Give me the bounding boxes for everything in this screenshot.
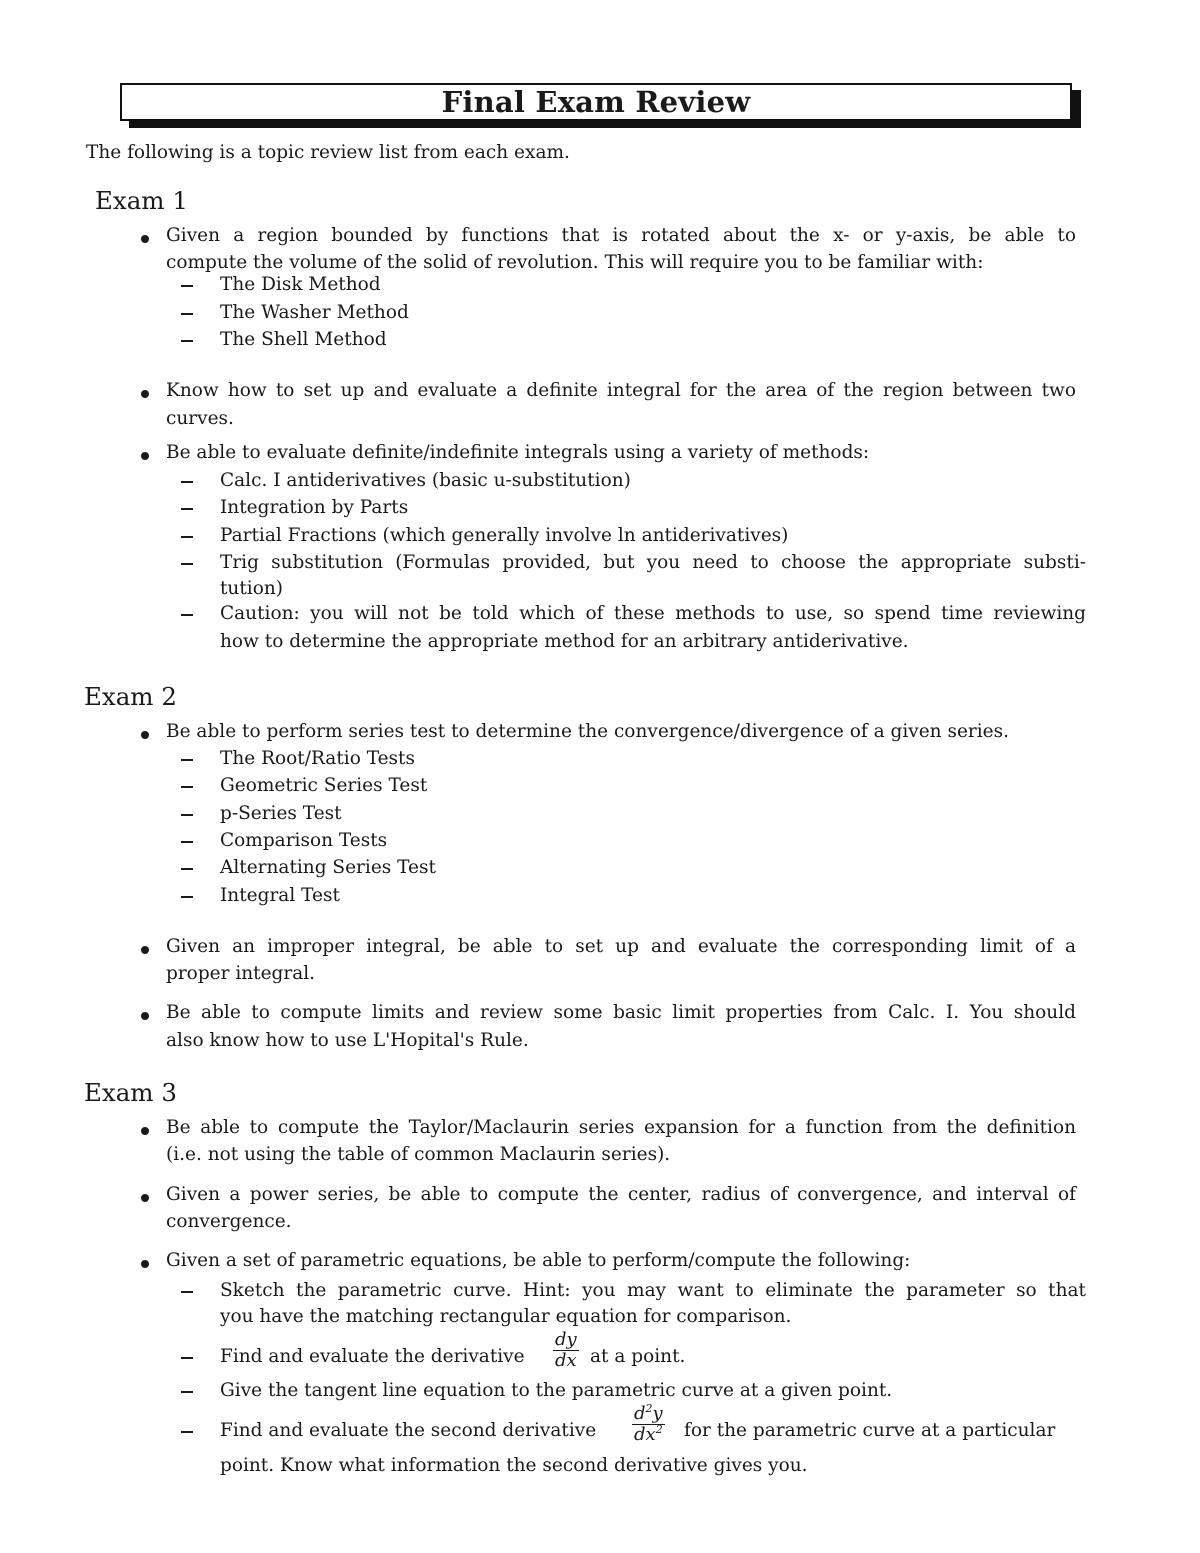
bullet-icon (138, 938, 158, 958)
exam1-item3-sub1: Calc. I antiderivatives (basic u-substitution) (220, 470, 631, 491)
bullet-icon (138, 1004, 158, 1024)
dash-icon (181, 329, 195, 351)
exam2-item3-line1: Be able to compute limits and review some basic limit properties from Calc. I. You should (166, 1002, 1076, 1023)
exam3-item3-sub1-line1: Sketch the parametric curve. Hint: you may want to eliminate the parameter so that (220, 1280, 1086, 1301)
dash-icon (181, 603, 195, 625)
dash-icon (181, 748, 195, 770)
exam1-item3-line1: Be able to evaluate definite/indefinite integrals using a variety of methods: (166, 442, 870, 463)
exam3-item3-sub4-pre: Find and evaluate the second derivative (220, 1420, 597, 1441)
bullet-icon (138, 1252, 158, 1272)
exam3-item1-line1: Be able to compute the Taylor/Maclaurin series expansion for a function from the definition (166, 1117, 1076, 1138)
bullet-icon (138, 227, 158, 247)
dash-icon (181, 830, 195, 852)
exam1-item3-sub5-line2: how to determine the appropriate method for an arbitrary antiderivative. (220, 631, 909, 652)
derivative-fraction (553, 1330, 579, 1371)
exam2-item1-sub6: Integral Test (220, 885, 340, 906)
bullet-icon (138, 1186, 158, 1206)
exam3-item3-sub3: Give the tangent line equation to the parametric curve at a given point. (220, 1380, 893, 1401)
exam2-item1-sub4: Comparison Tests (220, 830, 388, 851)
fraction-denominator: dx (553, 1350, 579, 1371)
exam3-item2-line2: convergence. (166, 1211, 292, 1232)
dash-icon (181, 1280, 195, 1302)
exam1-item1-line2: compute the volume of the solid of revolution. This will require you to be familiar with: (166, 252, 984, 273)
exam2-item2-line2: proper integral. (166, 963, 316, 984)
dash-icon (181, 775, 195, 797)
exam1-item2-line1: Know how to set up and evaluate a definite integral for the area of the region between two (166, 380, 1076, 401)
dash-icon (181, 497, 195, 519)
second-derivative-fraction (632, 1404, 665, 1445)
exam1-item2-line2: curves. (166, 408, 234, 429)
exam3-item3-sub4-line2: point. Know what information the second derivative gives you. (220, 1455, 808, 1476)
exam1-item1-line1: Given a region bounded by functions that is rotated about the x- or y-axis, be able to (166, 225, 1076, 246)
exam2-item2-line1: Given an improper integral, be able to set up and evaluate the corresponding limit of a (166, 936, 1076, 957)
exam2-item1-sub2: Geometric Series Test (220, 775, 428, 796)
exam1-item3-sub4-line2: tution) (220, 578, 283, 599)
fraction-numerator: dy (555, 1329, 577, 1350)
dash-icon (181, 302, 195, 324)
exam3-item3-sub2-post: at a point. (590, 1346, 686, 1367)
exam1-item1-sub2: The Washer Method (220, 302, 409, 323)
exam1-item3-sub4-line1: Trig substitution (Formulas provided, but you need to choose the appropriate substi- (220, 552, 1086, 573)
dash-icon (181, 274, 195, 296)
bullet-icon (138, 1119, 158, 1139)
dash-icon (181, 1346, 195, 1368)
dash-icon (181, 803, 195, 825)
dash-icon (181, 885, 195, 907)
dash-icon (181, 470, 195, 492)
exam2-item1-sub3: p-Series Test (220, 803, 342, 824)
exam2-item1-line1: Be able to perform series test to determine the convergence/divergence of a given series. (166, 721, 1010, 742)
fraction-denominator: $dx^2$ (632, 1424, 665, 1445)
bullet-icon (138, 444, 158, 464)
exam2-item1-sub5: Alternating Series Test (220, 857, 436, 878)
exam1-item3-sub5-line1: Caution: you will not be told which of these methods to use, so spend time reviewing (220, 603, 1086, 624)
dash-icon (181, 857, 195, 879)
exam3-item3-line1: Given a set of parametric equations, be able to perform/compute the following: (166, 1250, 911, 1271)
exam1-item1-sub3: The Shell Method (220, 329, 387, 350)
dash-icon (181, 552, 195, 574)
intro-text: The following is a topic review list from each exam. (86, 142, 570, 163)
exam2-item1-sub1: The Root/Ratio Tests (220, 748, 415, 769)
bullet-icon (138, 382, 158, 402)
dash-icon (181, 1380, 195, 1402)
dash-icon (181, 525, 195, 547)
exam2-item3-line2: also know how to use L'Hopital's Rule. (166, 1030, 529, 1051)
exam1-item3-sub2: Integration by Parts (220, 497, 409, 518)
dash-icon (181, 1420, 195, 1442)
exam1-heading: Exam 1 (95, 186, 188, 215)
page-title: Final Exam Review (120, 83, 1072, 121)
exam3-item3-sub2-text: Find and evaluate the derivative (220, 1346, 525, 1367)
exam3-heading: Exam 3 (84, 1078, 177, 1107)
exam1-item3-sub3: Partial Fractions (which generally involve ln antiderivatives) (220, 525, 789, 546)
exam3-item3-sub4-post: for the parametric curve at a particular (684, 1420, 1056, 1441)
exam3-item1-line2: (i.e. not using the table of common Maclaurin series). (166, 1144, 671, 1165)
bullet-icon (138, 723, 158, 743)
fraction-numerator: $d^2y$ (634, 1402, 663, 1424)
exam1-item1-sub1: The Disk Method (220, 274, 381, 295)
exam3-item3-sub1-line2: you have the matching rectangular equation for comparison. (220, 1306, 792, 1327)
exam3-item2-line1: Given a power series, be able to compute the center, radius of convergence, and interval of (166, 1184, 1076, 1205)
exam2-heading: Exam 2 (84, 682, 177, 711)
